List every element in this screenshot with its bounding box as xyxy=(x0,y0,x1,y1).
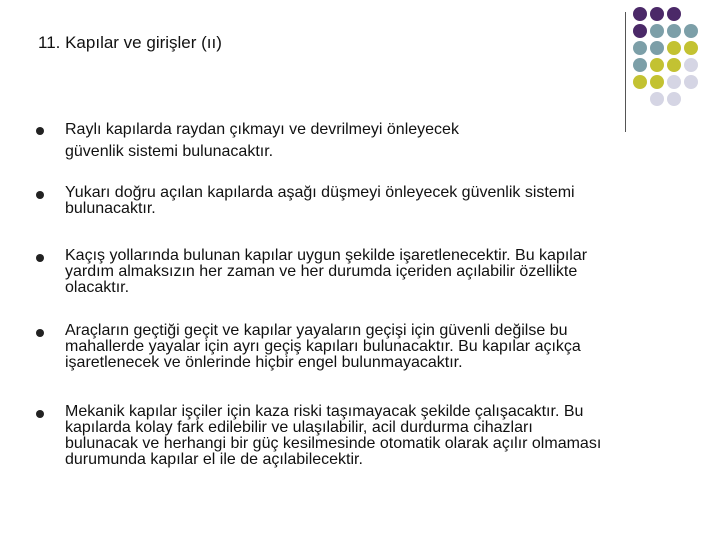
bullet-text-2: Yukarı doğru açılan kapılarda aşağı düşmeyi önleyecek güvenlik sistemi bulunacaktır. xyxy=(65,184,575,217)
bullet-icon xyxy=(36,191,44,199)
dot-teal xyxy=(684,24,698,38)
bullet-icon xyxy=(36,127,44,135)
dot-lavender xyxy=(650,92,664,106)
dot-teal xyxy=(633,41,647,55)
dot-olive xyxy=(650,58,664,72)
dot-purple xyxy=(633,24,647,38)
dot-olive xyxy=(667,58,681,72)
dot-teal xyxy=(650,41,664,55)
dot-teal xyxy=(667,24,681,38)
slide-title: 11. Kapılar ve girişler (ıı) xyxy=(38,33,222,52)
dot-lavender xyxy=(684,75,698,89)
bullet-icon xyxy=(36,329,44,337)
dot-teal xyxy=(633,58,647,72)
dot-olive xyxy=(650,75,664,89)
dot-lavender xyxy=(667,75,681,89)
dot-olive xyxy=(667,41,681,55)
dot-lavender xyxy=(684,58,698,72)
dot-teal xyxy=(650,24,664,38)
dot-purple xyxy=(667,7,681,21)
bullet-icon xyxy=(36,254,44,262)
bullet-text-5: Mekanik kapılar işçiler için kaza riski taşımayacak şekilde çalışacaktır. Bu kapılarda kolay fark edilebilir ve ulaşılabilir, acil durdurma cihazları bulunacak ve herhangi bir güç kesilmesinde otomatik olarak açılır olmaması durumunda kapılar el ile de açılabilecektir. xyxy=(65,403,602,468)
bullet-icon xyxy=(36,410,44,418)
dot-olive xyxy=(633,75,647,89)
dot-purple xyxy=(650,7,664,21)
bullet-text-1: Raylı kapılarda raydan çıkmayı ve devrilmeyi önleyecek güvenlik sistemi bulunacaktır. xyxy=(65,121,459,160)
dot-purple xyxy=(633,7,647,21)
dot-lavender xyxy=(667,92,681,106)
bullet-text-4: Araçların geçtiği geçit ve kapılar yayaların geçişi için güvenli değilse bu mahallerde yayalar için ayrı geçiş kapıları bulunacaktır. Bu kapılar açıkça işaretlenecek ve önlerinde hiçbir engel bulunmayacaktır. xyxy=(65,322,581,371)
dot-olive xyxy=(684,41,698,55)
bullet-text-3: Kaçış yollarında bulunan kapılar uygun şekilde işaretlenecektir. Bu kapılar yardım almaksızın her zaman ve her durumda içeriden açılabilir özellikte olacaktır. xyxy=(65,247,588,296)
vertical-divider xyxy=(625,12,626,132)
